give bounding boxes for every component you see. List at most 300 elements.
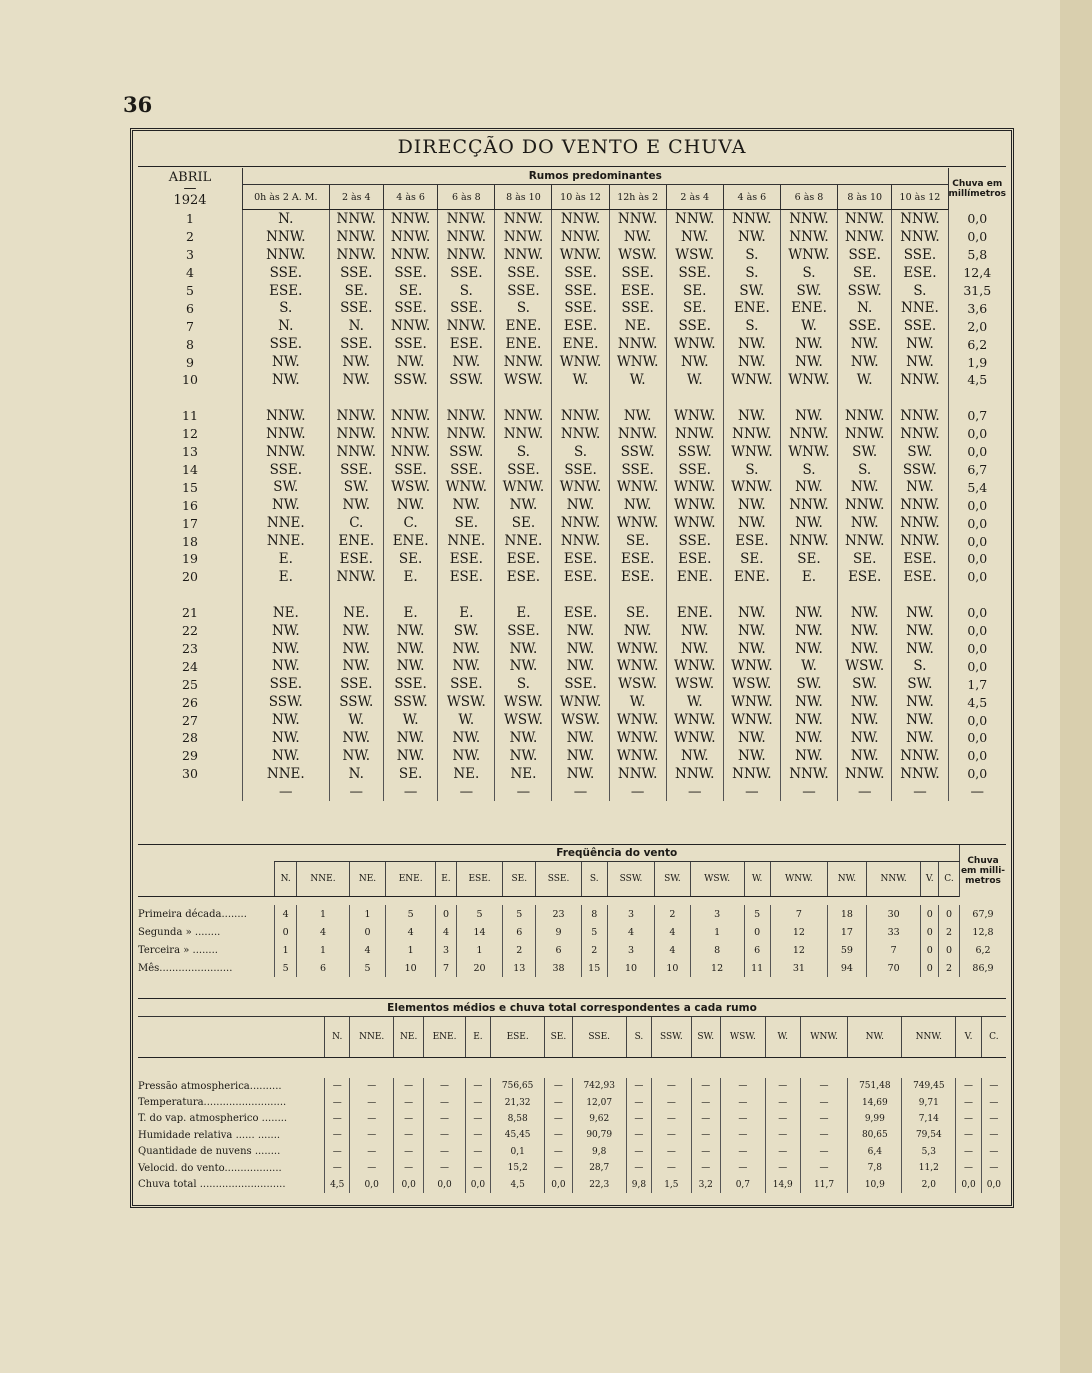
wind-direction-cell: SW. [838,675,892,693]
elements-cell: 0,0 [465,1176,490,1192]
day-number: 11 [182,408,198,424]
wind-direction-cell: SSE. [838,246,892,264]
day-number: 22 [182,623,198,639]
day-number: 12 [182,426,198,442]
separator-cell [666,586,723,604]
wind-direction-cell: WNW. [552,246,609,264]
dash-cell: — [609,783,666,801]
wind-direction-cell: SW. [243,478,330,496]
rain-cell: 0,0 [948,228,1006,246]
frequency-row-label: Primeira década........ [138,908,247,920]
wind-direction-cell: NNW. [383,407,437,425]
rain-cell: 5,4 [948,478,1006,496]
wind-direction-cell: NW. [609,228,666,246]
wind-direction-cell: NW. [723,604,780,622]
day-row [138,407,1006,425]
wind-direction-cell: SSE. [495,264,552,282]
wind-direction-cell: N. [329,765,383,783]
frequency-cell: 2 [655,905,690,923]
wind-direction-cell: NNW. [892,371,948,389]
day-number: 2 [186,229,194,245]
wind-direction-cell: E. [243,568,330,586]
frequency-cell: 0 [349,923,386,941]
frequency-cell: 11 [744,959,770,977]
elements-cell: — [691,1078,720,1094]
wind-direction-cell: ESE. [438,568,495,586]
wind-direction-cell: NW. [892,335,948,353]
wind-direction-cell: NW. [609,496,666,514]
wind-direction-cell: NNW. [552,210,609,228]
wind-direction-cell: NW. [892,640,948,658]
separator-cell [495,389,552,407]
separator-cell [723,389,780,407]
wind-direction-cell: NW. [892,478,948,496]
wind-direction-cell: WSW. [666,246,723,264]
wind-direction-cell: WNW. [780,246,837,264]
frequency-cell: 1 [456,941,502,959]
wind-direction-cell: SW. [723,282,780,300]
frequency-column-header: NE. [349,862,386,897]
wind-direction-cell: NNW. [838,228,892,246]
frequency-column-header: N. [275,862,297,897]
wind-direction-cell: NW. [838,711,892,729]
dash-cell: — [666,783,723,801]
frequency-cell: 12 [690,959,744,977]
wind-direction-cell: S. [892,282,948,300]
wind-direction-cell: E. [495,604,552,622]
rain-cell: 4,5 [948,693,1006,711]
wind-direction-cell: NNW. [438,317,495,335]
elements-cell: 0,0 [545,1176,573,1192]
wind-direction-cell: NNW. [892,425,948,443]
wind-direction-cell: ESE. [609,568,666,586]
frequency-cell: 0 [921,923,939,941]
separator-cell [495,586,552,604]
wind-direction-cell: SSE. [892,246,948,264]
wind-direction-cell: NNW. [495,353,552,371]
wind-direction-cell: ESE. [438,550,495,568]
frequency-cell: 10 [607,959,654,977]
wind-direction-cell: WNW. [666,496,723,514]
wind-direction-cell: SSW. [609,443,666,461]
frequency-cell: 12 [770,941,827,959]
time-column-header: 8 às 10 [838,185,892,210]
wind-direction-cell: WSW. [495,693,552,711]
wind-direction-cell: SE. [838,550,892,568]
frequency-cell: 17 [828,923,867,941]
frequency-column-header: E. [436,862,457,897]
wind-direction-cell: NW. [329,640,383,658]
year-label: 1924 [173,192,207,208]
dash-cell [138,783,243,801]
wind-direction-cell: ESE. [438,335,495,353]
wind-direction-cell: ENE. [780,299,837,317]
month-label: ABRIL [168,169,212,185]
frequency-cell: 4 [655,923,690,941]
frequency-cell: 8 [581,905,607,923]
elements-cell: — [720,1160,765,1176]
wind-direction-cell: NW. [666,640,723,658]
wind-direction-cell: NW. [838,478,892,496]
rain-cell: 6,7 [948,461,1006,479]
elements-cell: 10,9 [848,1176,902,1192]
day-number: 29 [182,748,198,764]
wind-direction-cell: NW. [838,693,892,711]
elements-cell: — [545,1078,573,1094]
frequency-cell: 6 [744,941,770,959]
rain-cell: 0,0 [948,496,1006,514]
frequency-row [138,959,1006,977]
wind-direction-cell: NE. [438,765,495,783]
wind-direction-cell: NW. [243,729,330,747]
day-number: 13 [182,444,198,460]
elements-cell: — [350,1094,394,1110]
wind-direction-cell: NNW. [723,765,780,783]
wind-direction-cell: SW. [780,282,837,300]
frequency-cell: 59 [828,941,867,959]
wind-direction-cell: WSW. [438,693,495,711]
wind-direction-cell: NNW. [666,210,723,228]
separator-cell [892,389,948,407]
elements-cell: — [765,1144,800,1160]
wind-direction-cell: SSW. [243,693,330,711]
section-rule-2 [138,998,1006,999]
frequency-column-header: ENE. [386,862,436,897]
frequency-cell: 23 [536,905,581,923]
frequency-cell: 3 [690,905,744,923]
wind-direction-cell: SW. [892,675,948,693]
elements-cell: — [393,1160,423,1176]
separator-cell [666,389,723,407]
wind-direction-cell: SSE. [383,299,437,317]
wind-direction-cell: NW. [329,353,383,371]
day-number: 18 [182,533,198,549]
elements-cell: 11,7 [800,1176,848,1192]
elements-cell: — [626,1144,651,1160]
wind-direction-cell: NW. [780,478,837,496]
elements-row [138,1094,1006,1110]
wind-direction-cell: NW. [329,371,383,389]
rain-cell: 0,0 [948,443,1006,461]
elements-cell: — [350,1160,394,1176]
wind-direction-cell: SSE. [243,335,330,353]
wind-table-body [138,210,1006,801]
frequency-cell: 15 [581,959,607,977]
wind-direction-cell: NNW. [243,246,330,264]
elements-row [138,1111,1006,1127]
wind-direction-cell: W. [609,371,666,389]
wind-direction-cell: NNW. [383,228,437,246]
frequency-row-label: Terceira » ........ [138,944,218,956]
wind-direction-cell: NNW. [495,425,552,443]
frequency-cell: 3 [607,941,654,959]
wind-direction-cell: NW. [838,604,892,622]
rain-cell: 0,0 [948,729,1006,747]
wind-direction-cell: SSE. [495,461,552,479]
wind-direction-cell: C. [383,514,437,532]
wind-direction-cell: NNW. [243,443,330,461]
wind-direction-cell: NW. [723,514,780,532]
elements-cell: — [765,1111,800,1127]
page-title: DIRECÇÃO DO VENTO E CHUVA [397,136,747,158]
wind-direction-cell: NNW. [892,532,948,550]
wind-direction-cell: NW. [243,747,330,765]
elements-cell: 79,54 [902,1127,956,1143]
elements-cell: — [325,1094,350,1110]
wind-direction-cell: NNW. [329,228,383,246]
frequency-column-header: C. [939,862,960,897]
wind-direction-cell: SSE. [892,317,948,335]
wind-direction-cell: NNW. [329,443,383,461]
dash-row [138,783,1006,801]
frequency-header-row [138,862,1006,897]
elements-column-header: WNW. [800,1017,848,1058]
separator-cell [243,389,330,407]
wind-direction-cell: WNW. [609,729,666,747]
wind-direction-cell: SSE. [243,675,330,693]
elements-cell: — [325,1144,350,1160]
day-row [138,425,1006,443]
frequency-rain-header: Chuva em milli-metros [960,845,1007,897]
wind-direction-cell: NNW. [495,246,552,264]
wind-direction-cell: ENE. [383,532,437,550]
elements-cell: — [691,1160,720,1176]
wind-direction-cell: SSE. [329,335,383,353]
elements-cell: — [325,1078,350,1094]
wind-direction-table [138,168,1006,801]
elements-cell: — [350,1127,394,1143]
wind-direction-cell: ENE. [723,299,780,317]
wind-direction-cell: W. [780,317,837,335]
wind-direction-cell: NNW. [495,407,552,425]
wind-direction-cell: SSE. [383,675,437,693]
frequency-cell: 6 [536,941,581,959]
wind-direction-cell: NNW. [892,210,948,228]
wind-direction-cell: WNW. [780,371,837,389]
elements-column-header: NNW. [902,1017,956,1058]
wind-direction-cell: SSW. [892,461,948,479]
wind-direction-cell: NE. [243,604,330,622]
wind-direction-cell: NW. [780,693,837,711]
day-number: 1 [186,211,194,227]
separator-cell [138,389,243,407]
decade-separator [138,586,1006,604]
wind-direction-cell: ESE. [609,550,666,568]
wind-direction-cell: SSE. [438,264,495,282]
wind-direction-cell: NNW. [892,228,948,246]
elements-cell: — [800,1144,848,1160]
wind-direction-cell: W. [609,693,666,711]
wind-direction-cell: NW. [780,335,837,353]
rain-cell: 0,0 [948,640,1006,658]
frequency-row [138,905,1006,923]
elements-cell: — [765,1094,800,1110]
elements-column-header: C. [981,1017,1006,1058]
rain-cell: 0,0 [948,210,1006,228]
rain-cell: 0,0 [948,622,1006,640]
wind-direction-cell: SE. [495,514,552,532]
elements-row [138,1160,1006,1176]
elements-cell: — [545,1127,573,1143]
wind-direction-cell: NNE. [243,532,330,550]
wind-direction-cell: WSW. [609,675,666,693]
elements-cell: 90,79 [572,1127,626,1143]
wind-direction-cell: ESE. [552,604,609,622]
elements-cell: — [393,1144,423,1160]
wind-direction-cell: NW. [438,640,495,658]
wind-direction-cell: NW. [780,514,837,532]
time-column-header: 12h às 2 [609,185,666,210]
time-column-header: 2 às 4 [666,185,723,210]
day-number: 3 [186,247,194,263]
elements-cell: — [981,1144,1006,1160]
wind-direction-cell: SSE. [243,461,330,479]
day-row [138,550,1006,568]
wind-direction-cell: NW. [838,640,892,658]
wind-direction-cell: SE. [666,282,723,300]
wind-direction-cell: SSE. [495,282,552,300]
rain-cell: 12,4 [948,264,1006,282]
elements-row-label: Temperatura.......................... [138,1097,287,1109]
wind-direction-cell: NNW. [780,532,837,550]
elements-cell: 22,3 [572,1176,626,1192]
elements-column-header: ESE. [491,1017,545,1058]
dash-cell: — [948,783,1006,801]
wind-direction-cell: SSE. [552,299,609,317]
wind-direction-cell: NW. [329,657,383,675]
separator-cell [329,586,383,604]
elements-column-header: ENE. [424,1017,465,1058]
rain-cell: 0,0 [948,514,1006,532]
wind-direction-cell: WSW. [723,675,780,693]
wind-direction-cell: SSW. [383,693,437,711]
elements-cell: — [691,1144,720,1160]
wind-direction-cell: SSE. [438,299,495,317]
wind-direction-cell: WSW. [495,711,552,729]
wind-direction-cell: SSE. [666,461,723,479]
wind-direction-cell: WNW. [552,353,609,371]
wind-direction-cell: NNW. [780,765,837,783]
frequency-cell: 2 [581,941,607,959]
frequency-cell: 1 [297,941,349,959]
frequency-column-header: SW. [655,862,690,897]
wind-direction-cell: NNW. [329,425,383,443]
frequency-cell: 94 [828,959,867,977]
wind-direction-cell: C. [329,514,383,532]
frequency-cell: 4 [297,923,349,941]
wind-direction-cell: NW. [329,622,383,640]
wind-direction-cell: NNW. [838,532,892,550]
wind-direction-cell: NW. [666,353,723,371]
wind-direction-cell: WNW. [609,657,666,675]
elements-table-body [138,1058,1006,1193]
elements-cell: — [956,1160,981,1176]
wind-direction-cell: ESE. [838,568,892,586]
wind-direction-cell: SSE. [383,264,437,282]
wind-direction-cell: NNW. [552,532,609,550]
wind-direction-cell: NW. [383,640,437,658]
wind-direction-cell: NW. [495,729,552,747]
spacer-row [138,897,1006,906]
frequency-cell: 2 [939,959,960,977]
wind-direction-cell: W. [666,693,723,711]
day-row [138,317,1006,335]
elements-cell: — [720,1144,765,1160]
wind-direction-cell: NW. [243,353,330,371]
wind-direction-cell: ESE. [723,532,780,550]
day-row [138,640,1006,658]
frequency-cell: 14 [456,923,502,941]
elements-cell: — [465,1160,490,1176]
frequency-cell: 0 [939,905,960,923]
frequency-cell: 18 [828,905,867,923]
elements-cell: — [424,1111,465,1127]
rain-cell: 5,8 [948,246,1006,264]
wind-direction-cell: NNW. [838,765,892,783]
elements-cell: 9,99 [848,1111,902,1127]
wind-direction-cell: WNW. [723,478,780,496]
wind-direction-cell: S. [495,443,552,461]
elements-cell: — [691,1111,720,1127]
wind-direction-cell: NNW. [329,407,383,425]
elements-cell: 80,65 [848,1127,902,1143]
separator-cell [948,586,1006,604]
elements-cell: — [720,1094,765,1110]
elements-cell: 749,45 [902,1078,956,1094]
elements-cell: — [465,1144,490,1160]
elements-cell: — [800,1078,848,1094]
wind-direction-cell: SE. [383,550,437,568]
frequency-column-header: V. [921,862,939,897]
separator-cell [723,586,780,604]
wind-direction-cell: SSE. [552,461,609,479]
wind-direction-cell: ENE. [666,568,723,586]
frequency-column-header: NNW. [866,862,921,897]
wind-direction-cell: NNW. [723,425,780,443]
elements-cell: — [393,1094,423,1110]
wind-direction-cell: NNW. [838,425,892,443]
elements-cell: — [424,1094,465,1110]
elements-cell: — [652,1094,691,1110]
elements-cell: — [652,1144,691,1160]
wind-direction-cell: NW. [495,657,552,675]
elements-cell: — [652,1127,691,1143]
wind-direction-cell: SSE. [609,461,666,479]
dash-cell: — [838,783,892,801]
wind-direction-cell: ESE. [892,264,948,282]
wind-direction-cell: WNW. [723,711,780,729]
frequency-rain-cell: 67,9 [960,905,1007,923]
frequency-row-label: Mês....................... [138,962,233,974]
wind-direction-cell: NNW. [892,496,948,514]
time-column-header: 4 às 6 [723,185,780,210]
elements-row-label: Quantidade de nuvens ........ [138,1146,281,1158]
wind-direction-cell: NW. [383,747,437,765]
wind-direction-cell: ESE. [329,550,383,568]
frequency-cell: 5 [349,959,386,977]
elements-cell: — [626,1127,651,1143]
day-row [138,568,1006,586]
separator-cell [609,586,666,604]
wind-direction-cell: ENE. [329,532,383,550]
elements-cell: — [393,1111,423,1127]
wind-direction-cell: NW. [838,747,892,765]
frequency-cell: 5 [503,905,536,923]
rain-cell: 0,0 [948,550,1006,568]
day-row [138,282,1006,300]
wind-direction-cell: SE. [438,514,495,532]
header-dash: — [183,180,197,196]
